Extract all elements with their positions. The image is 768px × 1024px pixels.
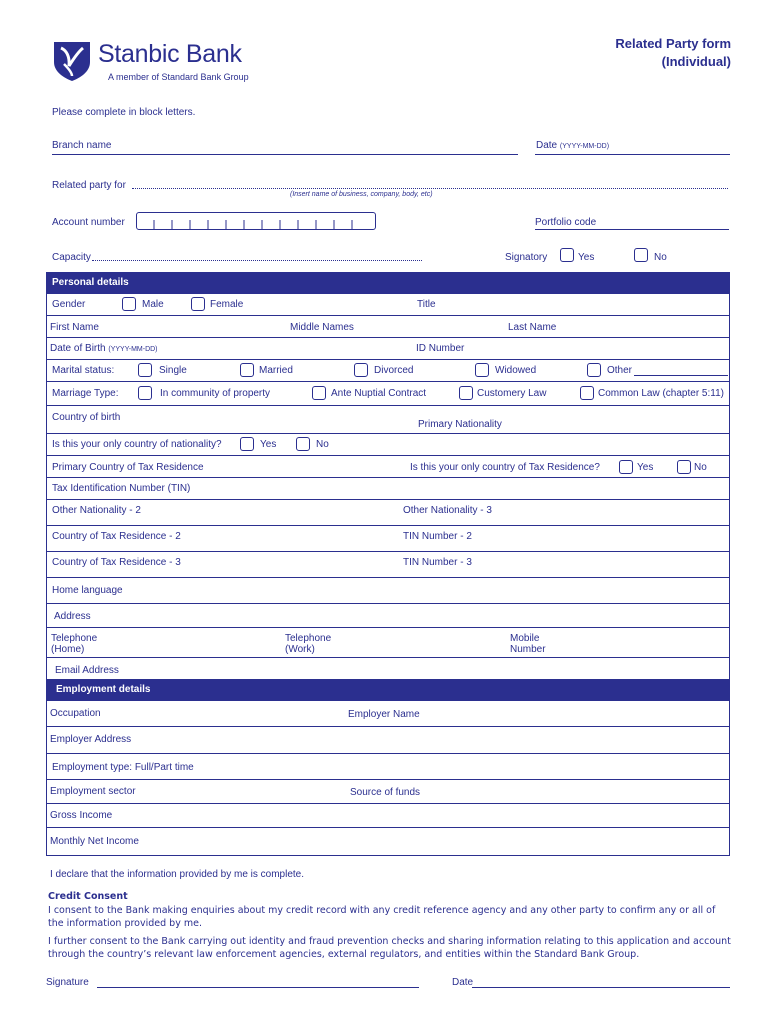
single-label: Single [159, 365, 187, 376]
capacity-label: Capacity [52, 252, 91, 263]
only-nationality-label: Is this your only country of nationality? [52, 439, 222, 450]
employment-details-header: Employment details [46, 679, 730, 701]
tin-label: Tax Identification Number (TIN) [52, 483, 191, 494]
signatory-yes-checkbox[interactable] [560, 248, 574, 262]
email-label: Email Address [55, 665, 119, 676]
common-law-checkbox[interactable] [580, 386, 594, 400]
home-language-row [46, 578, 730, 604]
account-number-label: Account number [52, 217, 125, 228]
personal-details-header: Personal details [46, 272, 730, 294]
only-tax-residence-no-label: No [694, 462, 707, 473]
instruction-text: Please complete in block letters. [52, 107, 196, 118]
primary-nationality-label: Primary Nationality [418, 419, 502, 430]
related-party-hint: (Insert name of business, company, body, etc) [290, 191, 433, 198]
only-nationality-yes-checkbox[interactable] [240, 437, 254, 451]
customary-law-checkbox[interactable] [459, 386, 473, 400]
signatory-no-label: No [654, 252, 667, 263]
title-label: Title [417, 299, 436, 310]
male-label: Male [142, 299, 164, 310]
customary-law-label: Customery Law [477, 388, 547, 399]
mobile-label: Mobile Number [510, 633, 546, 655]
only-nationality-no-checkbox[interactable] [296, 437, 310, 451]
tin-3-label: TIN Number - 3 [403, 557, 472, 568]
credit-consent-paragraph-1: I consent to the Bank making enquiries about my credit record with any credit reference agency and any other party to confirm any or all of the information provided by me. [48, 905, 716, 929]
in-community-label: In community of property [160, 388, 271, 399]
related-party-label: Related party for [52, 180, 126, 191]
account-digit-ticks [137, 213, 375, 229]
occupation-label: Occupation [50, 708, 101, 719]
gross-income-row [46, 804, 730, 828]
tin-2-label: TIN Number - 2 [403, 531, 472, 542]
other-nationality-row [46, 500, 730, 526]
divorced-label: Divorced [374, 365, 414, 376]
capacity-field[interactable] [92, 260, 422, 261]
only-tax-residence-label: Is this your only country of Tax Residence? [410, 462, 600, 473]
related-party-field[interactable] [132, 188, 728, 189]
tel-home-label: Telephone (Home) [51, 633, 98, 655]
marriage-type-label: Marriage Type: [52, 388, 119, 399]
only-nationality-no-label: No [316, 439, 329, 450]
ante-nuptial-checkbox[interactable] [312, 386, 326, 400]
in-community-checkbox[interactable] [138, 386, 152, 400]
date-label: Date (YYYY-MM-DD) [536, 140, 610, 151]
branch-name-field[interactable] [52, 154, 518, 155]
employment-sector-label: Employment sector [50, 786, 136, 797]
only-tax-residence-yes-checkbox[interactable] [619, 460, 633, 474]
employer-address-row [46, 727, 730, 754]
source-of-funds-label: Source of funds [350, 787, 421, 798]
only-tax-residence-no-checkbox[interactable] [677, 460, 691, 474]
marital-status-label: Marital status: [52, 365, 115, 376]
name-row [46, 316, 730, 338]
country-of-birth-label: Country of birth [52, 412, 121, 423]
other-field[interactable] [634, 375, 728, 376]
female-label: Female [210, 299, 244, 310]
last-name-label: Last Name [508, 322, 557, 333]
id-number-label: ID Number [416, 343, 465, 354]
middle-names-label: Middle Names [290, 322, 354, 333]
portfolio-code-field[interactable] [535, 229, 729, 230]
shield-icon [52, 40, 92, 82]
other-checkbox[interactable] [587, 363, 601, 377]
only-nationality-yes-label: Yes [260, 439, 277, 450]
other-nationality-3-label: Other Nationality - 3 [403, 505, 492, 516]
widowed-label: Widowed [495, 365, 537, 376]
signatory-yes-label: Yes [578, 252, 595, 263]
employer-name-label: Employer Name [348, 709, 420, 720]
other-nationality-2-label: Other Nationality - 2 [52, 505, 141, 516]
credit-consent-paragraph-2: I further consent to the Bank carrying out identity and fraud prevention checks and sharing information relating to this application and account through the country’s relevant law enforcement agencies, external regulators, and entities within the Standard Bank Group. [48, 936, 731, 960]
first-name-label: First Name [50, 322, 99, 333]
ante-nuptial-label: Ante Nuptial Contract [331, 388, 427, 399]
gross-income-label: Gross Income [50, 810, 113, 821]
portfolio-code-label: Portfolio code [535, 217, 597, 228]
tax-residence-2-label: Country of Tax Residence - 2 [52, 531, 181, 542]
married-checkbox[interactable] [240, 363, 254, 377]
credit-consent-title: Credit Consent [48, 891, 128, 902]
footer-date-field[interactable] [472, 987, 730, 988]
divorced-checkbox[interactable] [354, 363, 368, 377]
email-row [46, 658, 730, 680]
brand-tagline: A member of Standard Bank Group [108, 72, 249, 82]
declaration-text: I declare that the information provided by me is complete. [50, 869, 305, 880]
male-checkbox[interactable] [122, 297, 136, 311]
only-tax-residence-yes-label: Yes [637, 462, 654, 473]
female-checkbox[interactable] [191, 297, 205, 311]
employer-address-label: Employer Address [50, 734, 132, 745]
home-language-label: Home language [52, 585, 123, 596]
form-subtitle: (Individual) [661, 54, 731, 69]
net-income-label: Monthly Net Income [50, 836, 139, 847]
married-label: Married [259, 365, 293, 376]
address-label: Address [54, 611, 91, 622]
country-of-birth-row [46, 406, 730, 434]
signatory-label: Signatory [505, 252, 548, 263]
branch-name-label: Branch name [52, 140, 112, 151]
net-income-row [46, 828, 730, 856]
brand-name: Stanbic Bank [98, 40, 242, 68]
dob-label: Date of Birth (YYYY-MM-DD) [50, 343, 158, 354]
form-title: Related Party form [615, 36, 731, 51]
address-row [46, 604, 730, 628]
tax-residence-3-label: Country of Tax Residence - 3 [52, 557, 181, 568]
bank-logo [52, 40, 92, 82]
signature-label: Signature [46, 977, 89, 988]
telephone-row [46, 628, 730, 658]
employment-type-label: Employment type: Full/Part time [52, 762, 194, 773]
footer-date-label: Date [452, 977, 474, 988]
single-checkbox[interactable] [138, 363, 152, 377]
primary-tax-residence-label: Primary Country of Tax Residence [52, 462, 204, 473]
common-law-label: Common Law (chapter 5:11) [598, 388, 724, 399]
account-number-field[interactable] [136, 212, 376, 230]
widowed-checkbox[interactable] [475, 363, 489, 377]
other-label: Other [607, 365, 633, 376]
date-field[interactable] [535, 154, 730, 155]
tel-work-label: Telephone (Work) [285, 633, 332, 655]
gender-label: Gender [52, 299, 86, 310]
signature-field[interactable] [97, 987, 419, 988]
signatory-no-checkbox[interactable] [634, 248, 648, 262]
